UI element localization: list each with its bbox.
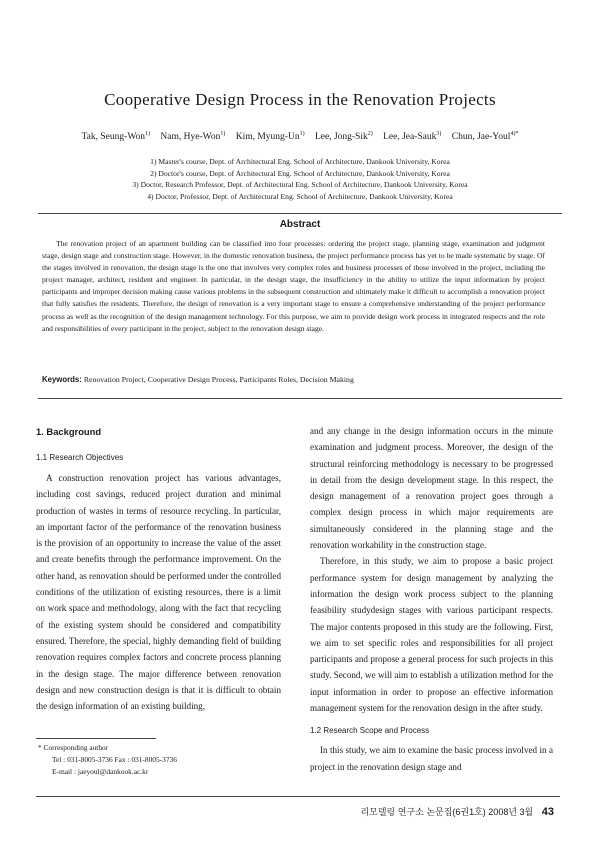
- footer-rule: [36, 796, 560, 797]
- right-column: [310, 423, 553, 775]
- author-list: [0, 131, 600, 142]
- author: Nam, Hye-Won$^{1)}$: [160, 131, 226, 143]
- affiliation: 1) Master's course, Dept. of Architectural Eng. School of Architecture, Dankook University, Korea: [150, 157, 450, 166]
- author: Lee, Jong-Sik$^{2)}$: [314, 131, 373, 143]
- author: Kim, Myung-Un$^{1)}$: [235, 131, 305, 143]
- keywords-text: Renovation Project, Cooperative Design Process, Participants Roles, Decision Making: [83, 375, 354, 384]
- footnote-email: E-mail : jaeyoul@dankook.ac.kr: [52, 766, 149, 776]
- page-number: 43: [541, 806, 554, 818]
- subsection-heading: 1.1 Research Objectives: [36, 453, 124, 462]
- body-paragraph: In this study, we aim to examine the basic process involved in a project in the renovation design stage and: [310, 745, 553, 772]
- journal-name: 리모델링 연구소 논문집(6권1호) 2008년 3월: [360, 807, 534, 817]
- footnote-label: * Corresponding author: [38, 743, 109, 752]
- affiliation: 2) Doctor's course, Dept. of Architectural Eng. School of Architecture, Dankook University, Korea: [150, 168, 450, 178]
- abstract-heading: Abstract: [279, 219, 321, 230]
- subsection-heading: 1.2 Research Scope and Process: [310, 726, 430, 736]
- abstract-top-rule: [38, 213, 562, 214]
- affiliation: 4) Doctor, Professor, Dept. of Architectural Eng. School of Architecture, Dankook University, Korea: [147, 191, 453, 201]
- author: Lee, Jea-Sauk$^{3)}$: [383, 131, 442, 143]
- section-heading: 1. Background: [36, 426, 102, 437]
- paper-title: Cooperative Design Process in the Renovation Projects: [104, 90, 496, 109]
- body-paragraph: and any change in the design information occurs in the minute examination and judgment process. Moreover, the design of the structural reinforcing methodology is necessary to be progressed in detail from the design development stage. In this respect, the design management of a renovation project goes through a complex design process in which major requirements are simultaneously considered in the planning stage and the renovation workability in the construction stage.: [310, 426, 553, 551]
- page-footer: [360, 805, 554, 818]
- abstract-bottom-rule: [38, 398, 562, 399]
- author: Tak, Seung-Won$^{1)}$: [81, 131, 151, 143]
- footnote-phone: Tel : 031-8005-3736 Fax : 031-8005-3736: [52, 754, 177, 764]
- body-paragraph: A construction renovation project has various advantages, including cost savings, reduced project duration and minimal production of wastes in terms of resource recycling. In particular, an important factor of the performance of the renovation business is the provision of an opportunity to increase the value of the asset and create benefits through the performance improvement. On the other hand, as renovation should be performed under the controlled conditions of the utilization of existing resources, there is a limit on work space and methodology, along with the fact that recycling of the existing system should be considered and compatibility ensured. Therefore, the special, highly demanding field of building renovation requires complex factors and concrete process planning in the design stage. The major difference between renovation design and new construction design is that it is difficult to obtain the design information of an existing building,: [36, 473, 281, 712]
- abstract-body: The renovation project of an apartment building can be classified into four processes: ordering the project stage, planning stage, examination and judgment stage, design stage and construction stage. However, in the domestic renovation business, the project performance process has yet to be made systematic by stage. Of the stages involved in renovation, the design stage is the one that involves very complex roles and business processes of those involved in the project, including the project manager, architect, resident and engineer. In particular, in the design stage, the insufficiency in the ability to utilize the input information by project participants and improper decision making cause various problems in the subsequent construction and ultimately make it difficult to accomplish a renovation project that fully satisfies the residents. Therefore, the design of renovation is a very important stage to ensure a comprehensive understanding of the project performance process as well as the recognition of the design management technology. For this purpose, we aim to provide design work process in integrated respects and the role and responsibilities of every participant in the project, subject to the renovation design stage.: [42, 239, 545, 333]
- keywords: [42, 375, 558, 384]
- keywords-label: Keywords:: [42, 375, 82, 384]
- left-column: [36, 424, 281, 714]
- footnote-rule: [36, 738, 156, 739]
- body-paragraph: Therefore, in this study, we aim to propose a basic project performance system for design management by analyzing the information the design work process subject to the planning feasibility studydesign stages with various participant respects. The major contents proposed in this study are the following. First, we aim to set specific roles and responsibilities for all project participants and propose a general process for such projects in this study. Second, we will aim to establish a utilization method for the input information in order to propose an effective information management system for the renovation design in the after study.: [310, 556, 553, 714]
- affiliation: 3) Doctor, Research Professor, Dept. of Architectural Eng. School of Architecture, Dankook University, Korea: [132, 180, 468, 189]
- affiliation-list: [0, 156, 600, 202]
- corresponding-author-note: [38, 742, 177, 777]
- author: Chun, Jae-Youl$^{4)*}$: [451, 131, 519, 143]
